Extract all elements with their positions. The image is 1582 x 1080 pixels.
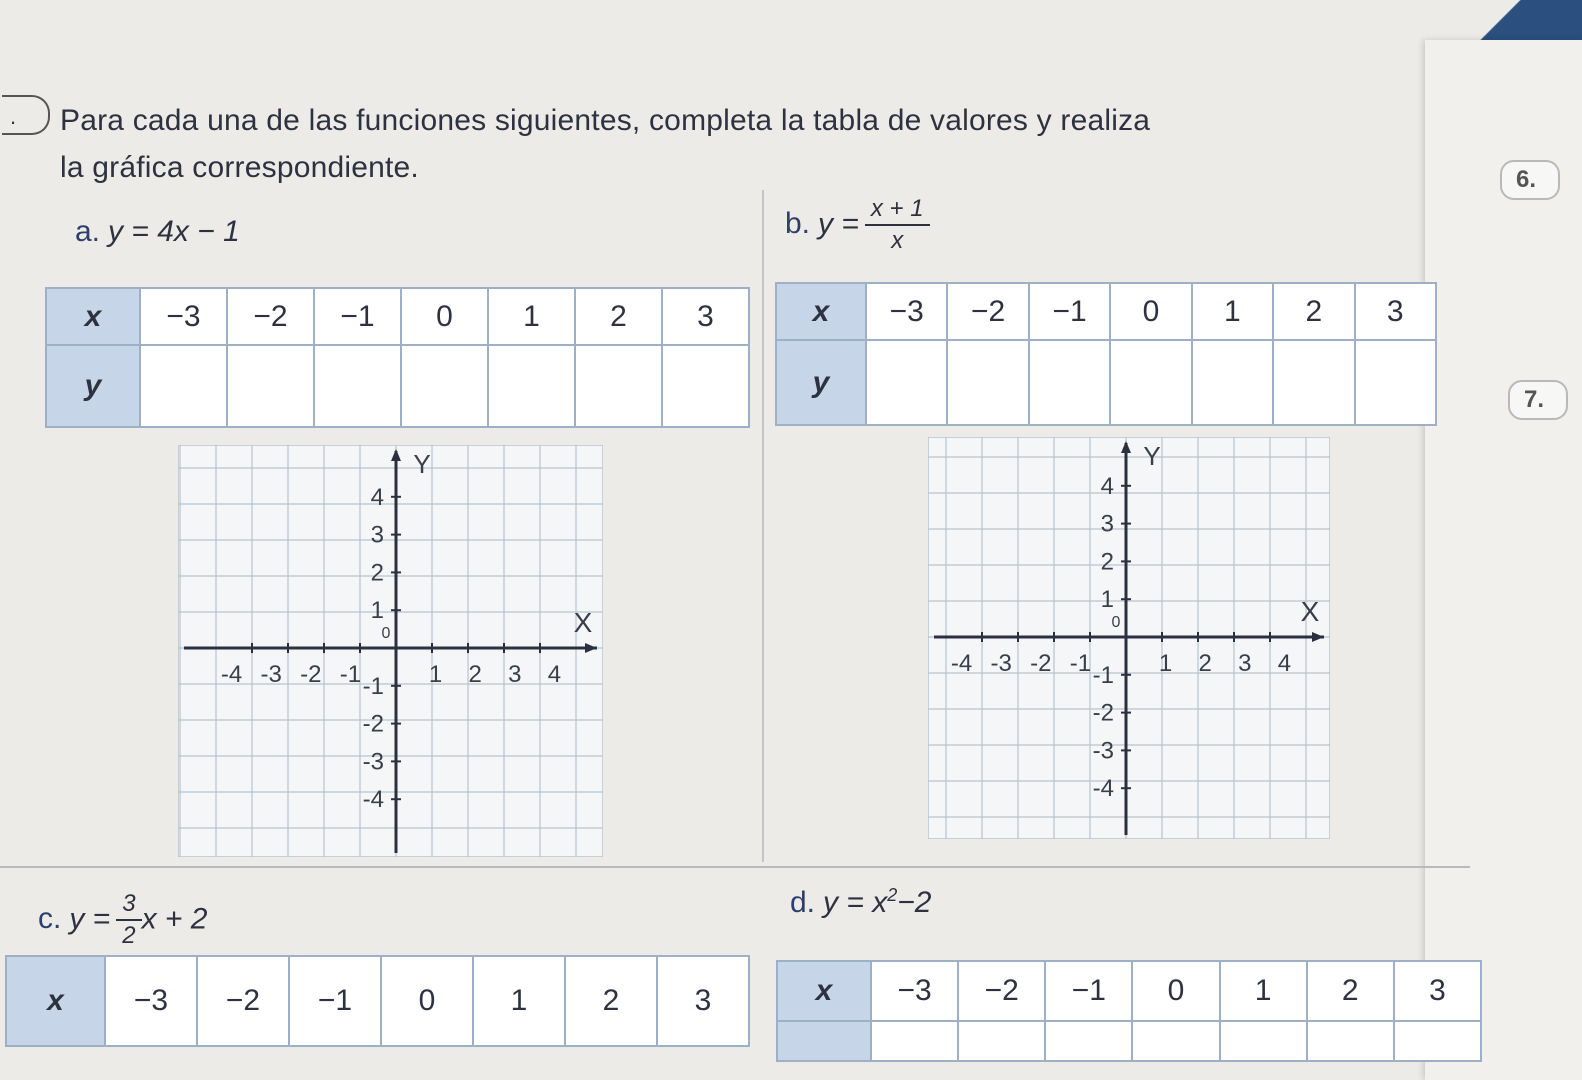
problem-c-numerator: 3 xyxy=(116,890,141,921)
instruction-line-2: la gráfica correspondiente. xyxy=(60,150,419,184)
x-tick-label: -4 xyxy=(950,650,973,677)
table-b-x-cell: 0 xyxy=(1110,283,1191,340)
y-tick-label: 3 xyxy=(370,521,384,549)
x-tick-label: 2 xyxy=(1198,650,1212,677)
exercise-bullet: . xyxy=(10,104,17,129)
x-tick-label: 1 xyxy=(428,661,443,688)
instructions xyxy=(60,98,1150,191)
problem-c-letter: c. xyxy=(38,902,62,936)
table-b-x-cell: 1 xyxy=(1192,283,1273,340)
x-tick-label: -4 xyxy=(220,661,243,688)
table-c-x-cell: −2 xyxy=(197,956,289,1046)
problem-c-prefix: y = xyxy=(69,902,111,936)
table-b-x-row xyxy=(776,283,1436,340)
y-tick-label: -1 xyxy=(1092,661,1114,689)
table-c-x-cell: 2 xyxy=(565,956,657,1046)
value-table-d xyxy=(776,960,1482,1062)
y-tick-label: 4 xyxy=(370,483,384,511)
y-tick-label: -1 xyxy=(362,672,384,700)
table-b-y-cell[interactable] xyxy=(947,340,1028,425)
table-a-y-row xyxy=(46,345,749,427)
table-b-x-cell: −2 xyxy=(947,283,1028,340)
table-d-y-cell[interactable] xyxy=(1307,1021,1394,1061)
problem-b-label xyxy=(785,195,930,256)
column-divider xyxy=(762,190,764,862)
section-divider xyxy=(0,866,1470,868)
table-a-y-cell[interactable] xyxy=(488,345,575,427)
x-tick-label: 2 xyxy=(468,661,482,688)
table-c-x-row xyxy=(6,956,749,1046)
value-table-b xyxy=(775,282,1437,426)
problem-c-suffix: x + 2 xyxy=(141,902,208,936)
x-tick-label: -2 xyxy=(1030,650,1052,677)
table-b-x-header: x xyxy=(776,283,866,340)
table-a-x-cell: −2 xyxy=(227,288,314,345)
x-tick-label: 3 xyxy=(1238,650,1252,677)
x-axis-label: X xyxy=(1300,596,1320,627)
table-a-y-cell[interactable] xyxy=(662,345,749,427)
y-tick-label: 1 xyxy=(370,597,384,625)
table-c-x-cell: −3 xyxy=(105,956,197,1046)
table-b-y-row xyxy=(776,340,1436,425)
x-tick-label: -3 xyxy=(990,650,1012,677)
table-c-x-cell: 0 xyxy=(381,956,473,1046)
table-a-y-cell[interactable] xyxy=(575,345,662,427)
table-b-y-cell[interactable] xyxy=(1029,340,1110,425)
table-b-x-cell: −3 xyxy=(866,283,947,340)
side-tab-7: 7. xyxy=(1508,380,1568,420)
table-d-y-cell[interactable] xyxy=(871,1021,958,1061)
table-d-x-cell: 3 xyxy=(1394,961,1481,1021)
problem-d-exponent: 2 xyxy=(887,885,898,905)
table-d-x-cell: −2 xyxy=(958,961,1045,1021)
y-tick-label: -4 xyxy=(362,786,384,814)
table-a-x-header: x xyxy=(46,288,140,345)
table-d-x-header: x xyxy=(777,961,871,1021)
problem-b-fraction xyxy=(865,195,930,256)
table-a-x-cell: −1 xyxy=(314,288,401,345)
y-tick-label: 2 xyxy=(370,559,384,587)
problem-c-fraction xyxy=(116,890,141,951)
table-a-y-cell[interactable] xyxy=(401,345,488,427)
coordinate-grid-b[interactable] xyxy=(928,437,1330,839)
problem-a-label xyxy=(75,215,240,249)
x-tick-label: -3 xyxy=(260,661,282,688)
table-d-x-cell: 0 xyxy=(1132,961,1219,1021)
table-a-x-row xyxy=(46,288,749,345)
table-a-x-cell: 1 xyxy=(488,288,575,345)
table-d-y-cell[interactable] xyxy=(1220,1021,1307,1061)
table-d-x-cell: −3 xyxy=(871,961,958,1021)
table-b-x-cell: 3 xyxy=(1355,283,1436,340)
table-a-y-cell[interactable] xyxy=(140,345,227,427)
coordinate-grid-a[interactable] xyxy=(178,445,603,857)
problem-a-equation: y = 4x − 1 xyxy=(108,215,240,248)
y-tick-label: 4 xyxy=(1100,472,1114,500)
x-tick-label: 4 xyxy=(1277,650,1292,677)
y-tick-label: 1 xyxy=(1100,586,1114,614)
table-d-x-cell: 2 xyxy=(1307,961,1394,1021)
table-a-x-cell: 2 xyxy=(575,288,662,345)
x-tick-label: 3 xyxy=(508,661,522,688)
table-d-y-header xyxy=(777,1021,871,1061)
table-c-x-cell: 3 xyxy=(657,956,749,1046)
page-corner-decoration xyxy=(1450,0,1582,42)
table-a-x-cell: 3 xyxy=(662,288,749,345)
table-c-x-cell: 1 xyxy=(473,956,565,1046)
table-b-x-cell: −1 xyxy=(1029,283,1110,340)
y-tick-label: -4 xyxy=(1092,775,1114,803)
table-b-y-header: y xyxy=(776,340,866,425)
origin-label: 0 xyxy=(1111,614,1121,631)
problem-b-numerator: x + 1 xyxy=(865,195,930,226)
table-a-y-cell[interactable] xyxy=(227,345,314,427)
origin-label: 0 xyxy=(381,625,391,642)
y-tick-label: -2 xyxy=(362,710,384,738)
table-a-x-cell: −3 xyxy=(140,288,227,345)
y-tick-label: -2 xyxy=(1092,699,1114,727)
table-b-y-cell[interactable] xyxy=(1110,340,1191,425)
problem-b-denominator: x xyxy=(891,226,904,254)
table-a-y-header: y xyxy=(46,345,140,427)
problem-c-label xyxy=(38,890,207,951)
table-d-y-cell[interactable] xyxy=(958,1021,1045,1061)
table-b-y-cell[interactable] xyxy=(866,340,947,425)
table-d-y-row xyxy=(777,1021,1481,1061)
y-tick-label: -3 xyxy=(1092,737,1114,765)
table-d-y-cell[interactable] xyxy=(1132,1021,1219,1061)
x-axis-label: X xyxy=(573,607,593,638)
y-tick-label: -3 xyxy=(362,748,384,776)
instruction-line-1: Para cada una de las funciones siguientes, completa la tabla de valores y realiza xyxy=(60,104,1151,137)
table-b-y-cell[interactable] xyxy=(1355,340,1436,425)
table-d-x-cell: 1 xyxy=(1220,961,1307,1021)
y-tick-label: 2 xyxy=(1100,548,1114,576)
problem-b-prefix: y = xyxy=(818,207,859,241)
table-b-x-cell: 2 xyxy=(1273,283,1354,340)
problem-a-letter: a. xyxy=(75,215,101,248)
table-d-y-cell[interactable] xyxy=(1394,1021,1481,1061)
problem-d-suffix: −2 xyxy=(897,886,932,919)
y-axis-label: Y xyxy=(413,449,431,479)
problem-d-label xyxy=(790,885,931,920)
x-tick-label: -1 xyxy=(1069,650,1092,677)
table-c-x-header: x xyxy=(6,956,105,1046)
side-tab-6: 6. xyxy=(1500,160,1560,200)
table-a-y-cell[interactable] xyxy=(314,345,401,427)
problem-b-letter: b. xyxy=(785,207,811,241)
problem-d-letter: d. xyxy=(790,886,816,919)
table-b-y-cell[interactable] xyxy=(1192,340,1273,425)
table-b-y-cell[interactable] xyxy=(1273,340,1354,425)
problem-d-prefix: y = x xyxy=(823,886,888,919)
table-d-x-cell: −1 xyxy=(1045,961,1132,1021)
x-tick-label: -1 xyxy=(339,661,362,688)
value-table-c xyxy=(5,955,750,1047)
y-tick-label: 3 xyxy=(1100,510,1114,538)
table-a-x-cell: 0 xyxy=(401,288,488,345)
x-tick-label: 1 xyxy=(1158,650,1173,677)
table-d-x-row xyxy=(777,961,1481,1021)
y-axis-label: Y xyxy=(1143,441,1161,471)
x-tick-label: -2 xyxy=(300,661,322,688)
value-table-a xyxy=(45,287,750,428)
x-tick-label: 4 xyxy=(547,661,562,688)
table-c-x-cell: −1 xyxy=(289,956,381,1046)
table-d-y-cell[interactable] xyxy=(1045,1021,1132,1061)
problem-c-denominator: 2 xyxy=(122,921,136,949)
